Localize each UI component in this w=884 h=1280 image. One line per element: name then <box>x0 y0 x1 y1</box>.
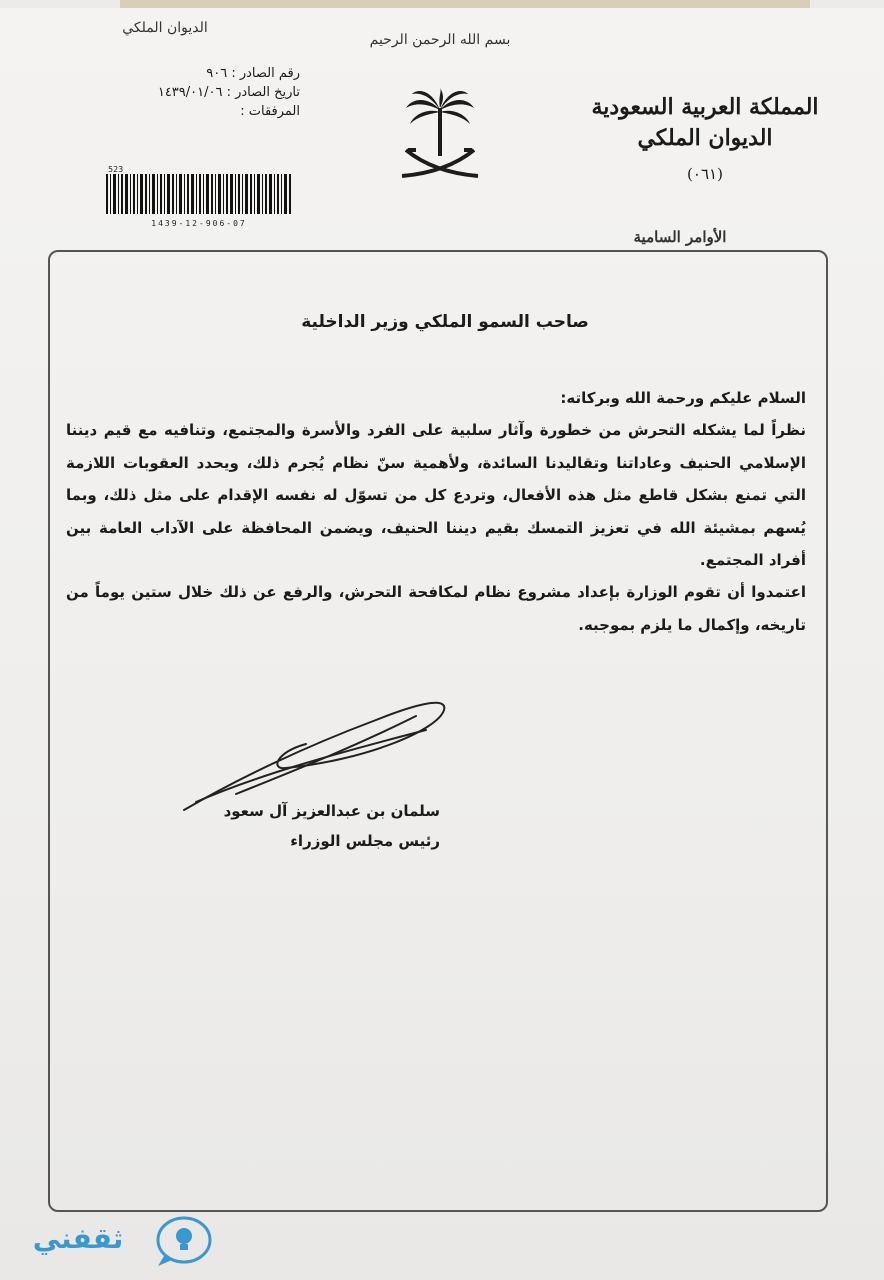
kingdom-name: المملكة العربية السعودية <box>591 94 819 120</box>
attachments-label: المرفقات : <box>240 104 300 119</box>
signer-name: سلمان بن عبدالعزيز آل سعود <box>223 802 440 820</box>
saudi-emblem-icon <box>398 88 482 184</box>
reference-code: (٠٦١) <box>687 165 723 183</box>
basmala: بسم الله الرحمن الرحيم <box>369 32 511 48</box>
letter-addressee: صاحب السمو الملكي وزير الداخلية <box>301 312 589 332</box>
lightbulb-icon <box>158 1218 210 1266</box>
issue-date: تاريخ الصادر : ١٤٣٩/٠١/٠٦ <box>157 85 300 100</box>
barcode-bars <box>106 174 291 214</box>
barcode <box>104 162 294 230</box>
signer-block <box>150 796 440 856</box>
issue-metadata <box>90 64 300 121</box>
royal-orders-header: الأوامر السامية <box>633 228 727 246</box>
top-paper-edge <box>120 0 810 8</box>
kingdom-title-block <box>590 92 820 186</box>
issue-number: رقم الصادر : ٩٠٦ <box>206 66 300 81</box>
watermark-text: ثقفني <box>32 1222 124 1255</box>
letter-paragraph-2: اعتمدوا أن تقوم الوزارة بإعداد مشروع نظام لمكافحة التحرش، والرفع عن ذلك خلال ستين يوماً من تاريخه، وإكمال ما يلزم بموجبه. <box>66 583 806 634</box>
letter-paragraph-1: نظراً لما يشكله التحرش من خطورة وآثار سلبية على الفرد والأسرة والمجتمع، وتنافيه مع قيم ديننا الإسلامي الحنيف وعاداتنا وتقاليدنا السائدة، ولأهمية سنّ نظام يُجرم ذلك، ويحدد العقوبات اللازمة التي تمنع بشكل قاطع مثل هذه الأفعال، وتردع كل من تسوّل له نفسه الإقدام على مثل ذلك، وبما يُسهم بمشيئة الله في تعزيز التمسك بقيم ديننا الحنيف، ويضمن المحافظة على الآداب العامة بين أفراد المجتمع. <box>66 421 806 570</box>
letter-greeting: السلام عليكم ورحمة الله وبركاته: <box>560 389 806 407</box>
royal-court-name: الديوان الملكي <box>637 125 773 151</box>
letter-body <box>66 382 806 641</box>
barcode-number: 1439-12-906-07 <box>151 219 247 228</box>
barcode-mark: 523 <box>108 165 124 174</box>
signer-title: رئيس مجلس الوزراء <box>290 832 440 850</box>
royal-court-small-title: الديوان الملكي <box>122 20 208 36</box>
